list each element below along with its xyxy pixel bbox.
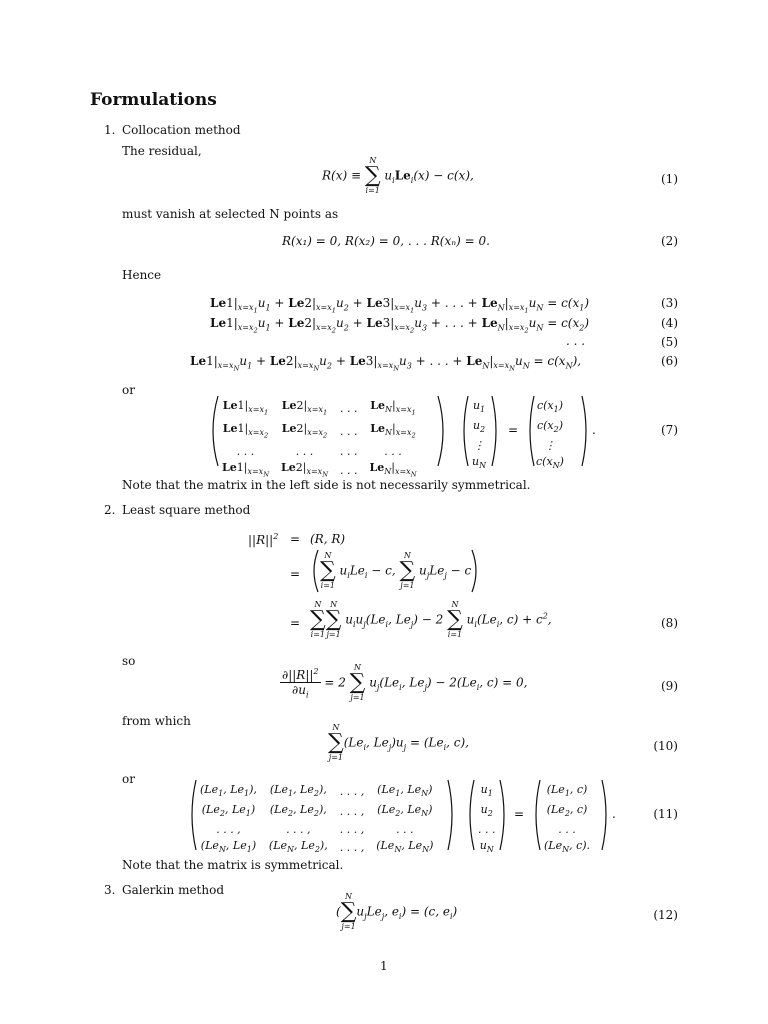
equation-number-2: (2) bbox=[661, 234, 678, 248]
item-3-number: 3. bbox=[104, 883, 116, 897]
item-2-number: 2. bbox=[104, 503, 116, 517]
equation-number-7: (7) bbox=[661, 423, 678, 437]
equation-number-10: (10) bbox=[653, 739, 678, 753]
equation-number-12: (12) bbox=[653, 908, 678, 922]
equation-number-8: (8) bbox=[661, 616, 678, 630]
item-2-title: Least square method bbox=[122, 503, 251, 517]
item-1-title: Collocation method bbox=[122, 123, 241, 137]
equation-number-11: (11) bbox=[653, 807, 678, 821]
equation-number-6: (6) bbox=[661, 354, 678, 368]
equation-12: ( N ∑ j=1 $u_jLe_j$, $e_i) = (c$, $e_i$) bbox=[336, 892, 458, 931]
note-1: Note that the matrix in the left side is not necessarily symmetrical. bbox=[122, 478, 531, 492]
equation-10: N ∑ j=1 ($Le_i$, $Le_j)u_j = (Le_i$, c), bbox=[328, 723, 469, 762]
equation-number-5: (5) bbox=[661, 335, 678, 349]
left-paren bbox=[308, 548, 320, 594]
item-3-title: Galerkin method bbox=[122, 883, 225, 897]
right-paren bbox=[580, 394, 592, 468]
vanish-text: must vanish at selected N points as bbox=[122, 207, 339, 221]
right-paren bbox=[470, 548, 482, 594]
equation-number-9: (9) bbox=[661, 679, 678, 693]
right-paren bbox=[498, 778, 510, 852]
equation-number-3: (3) bbox=[661, 296, 678, 310]
note-2: Note that the matrix is symmetrical. bbox=[122, 858, 344, 872]
equation-4: $Le1|_{x=x_2}u_1 + Le2|_{x=x_2}u_2 + Le3|_{x=x_2}u_3$ + . . . + $Le_N|_{x=x_2}u_N = c(x_2)$ bbox=[210, 316, 590, 335]
paper-page: Formulations 1. Collocation method The residual, R(x) ≡ N ∑ i=1 $u_iLe_i(x) - c(x)$, (1) must vanish at selected N points as R(x₁) = 0, R(x₂) = 0, . . . R(xₙ) = 0. (2) Hence $Le1|_{x=x_1}u_1 + Le2|_{x=x_1}u_2 + Le3|_{x=x_1}u_3$ + . . . + $Le_N|_{x=x_1}u_N = c(x_1)$ (3) $Le1|_{x=x_2}u_1 + Le2|_{x=x_2}u_2 + Le3|_{x=x_2}u_3$ + . . . + $Le_N|_{x=x_2}u_N = c(x_2)$ (4) . . . (5) $Le1|_{x=x_N}u_1 + Le2|_{x=x_N}u_2 + Le3|_{x=x_N}u_3$ + . . . + $Le_N|_{x=x_N}u_N = c(x_N)$, (6) or $Le1|_{x=x_1}$ $Le2|_{x=x_1}$ . . . $Le_N|_{x=x_1}$ $Le1|_{x=x_2}$ $Le2|_{x=x_2}$ . . . $Le_N|_{x=x_2}$ . . . . . . . . . . . . $Le1|_{x=x_N}$ $Le2|_{x=x_N}$ . . . $Le_N|_{x=x_N}$ $u_1$ $u_2$ ⋮ $u_N$ = $c(x_1)$ $c(x_2)$ ⋮ $c(x_N)$ . (7) Note that the matrix in the left side is not necessarily symmetrical. 2. Least square method $||R||^2$ = (R, R) = N ∑ i=1 $u_iLe_i - c$, N ∑ j=1 $u_jLe_j - c$ = N ∑ i=1 N ∑ j=1 $u_iu_j(Le_i$, $Le_j) - 2$ N ∑ i=1 $u_i(Le_i$, $c) + c^2$, (8) so $\frac{\partial||R||^2}{\partial u_i}$ = 2 N ∑ j=1 $u_j(Le_i$, $Le_j) - 2(Le_i$, c) = 0, (9) from which N ∑ j=1 ($Le_i$, $Le_j)u_j = (Le_i$, c), (10) or ($Le_1$, $Le_1$), ($Le_1$, $Le_2$), . . . , ($Le_1$, $Le_N$) ($Le_2$, $Le_1$) ($Le_2$, $Le_2$), . . . , ($Le_2$, $Le_N$) . . . , . . . , . . . , . . . ($Le_N$, $Le_1$) ($Le_N$, $Le_2$), . . . , ($Le_N$, $Le_N$) $u_1$ $u_2$ . . . $u_N$ = ($Le_1$, c) ($Le_2$, c) . . . ($Le_N$, c). . (11) Note that the matrix is symmetrical. 3. Galerkin method ( N ∑ j=1 $u_jLe_j$, $e_i) = (c$, $e_i$) (12) 1 bbox=[90, 90, 678, 973]
from-which-text: from which bbox=[122, 714, 191, 728]
or-text-2: or bbox=[122, 772, 135, 786]
equation-2: R(x₁) = 0, R(x₂) = 0, . . . R(xₙ) = 0. bbox=[282, 234, 490, 248]
right-paren bbox=[490, 394, 502, 468]
item-1-number: 1. bbox=[104, 123, 116, 137]
equation-6: $Le1|_{x=x_N}u_1 + Le2|_{x=x_N}u_2 + Le3|_{x=x_N}u_3$ + . . . + $Le_N|_{x=x_N}u_N = c(x_N)$, bbox=[190, 354, 582, 373]
equation-1: R(x) ≡ N ∑ i=1 $u_iLe_i(x) - c(x)$, bbox=[322, 156, 474, 195]
section-title: Formulations bbox=[90, 90, 217, 110]
equation-number-4: (4) bbox=[661, 316, 678, 330]
right-paren bbox=[436, 394, 450, 468]
equation-number-1: (1) bbox=[661, 172, 678, 186]
right-paren bbox=[600, 778, 612, 852]
hence-text: Hence bbox=[122, 268, 162, 282]
equation-9: $\frac{\partial||R||^2}{\partial u_i}$ = 2 N ∑ j=1 $u_j(Le_i$, $Le_j) - 2(Le_i$, c) = 0, bbox=[282, 663, 528, 702]
page-number: 1 bbox=[380, 959, 388, 973]
so-text: so bbox=[122, 654, 136, 668]
right-paren bbox=[446, 778, 458, 852]
equation-5: . . . bbox=[566, 334, 586, 348]
equation-3: $Le1|_{x=x_1}u_1 + Le2|_{x=x_1}u_2 + Le3|_{x=x_1}u_3$ + . . . + $Le_N|_{x=x_1}u_N = c(x_1)$ bbox=[210, 296, 590, 315]
residual-intro: The residual, bbox=[122, 144, 202, 158]
or-text-1: or bbox=[122, 383, 135, 397]
